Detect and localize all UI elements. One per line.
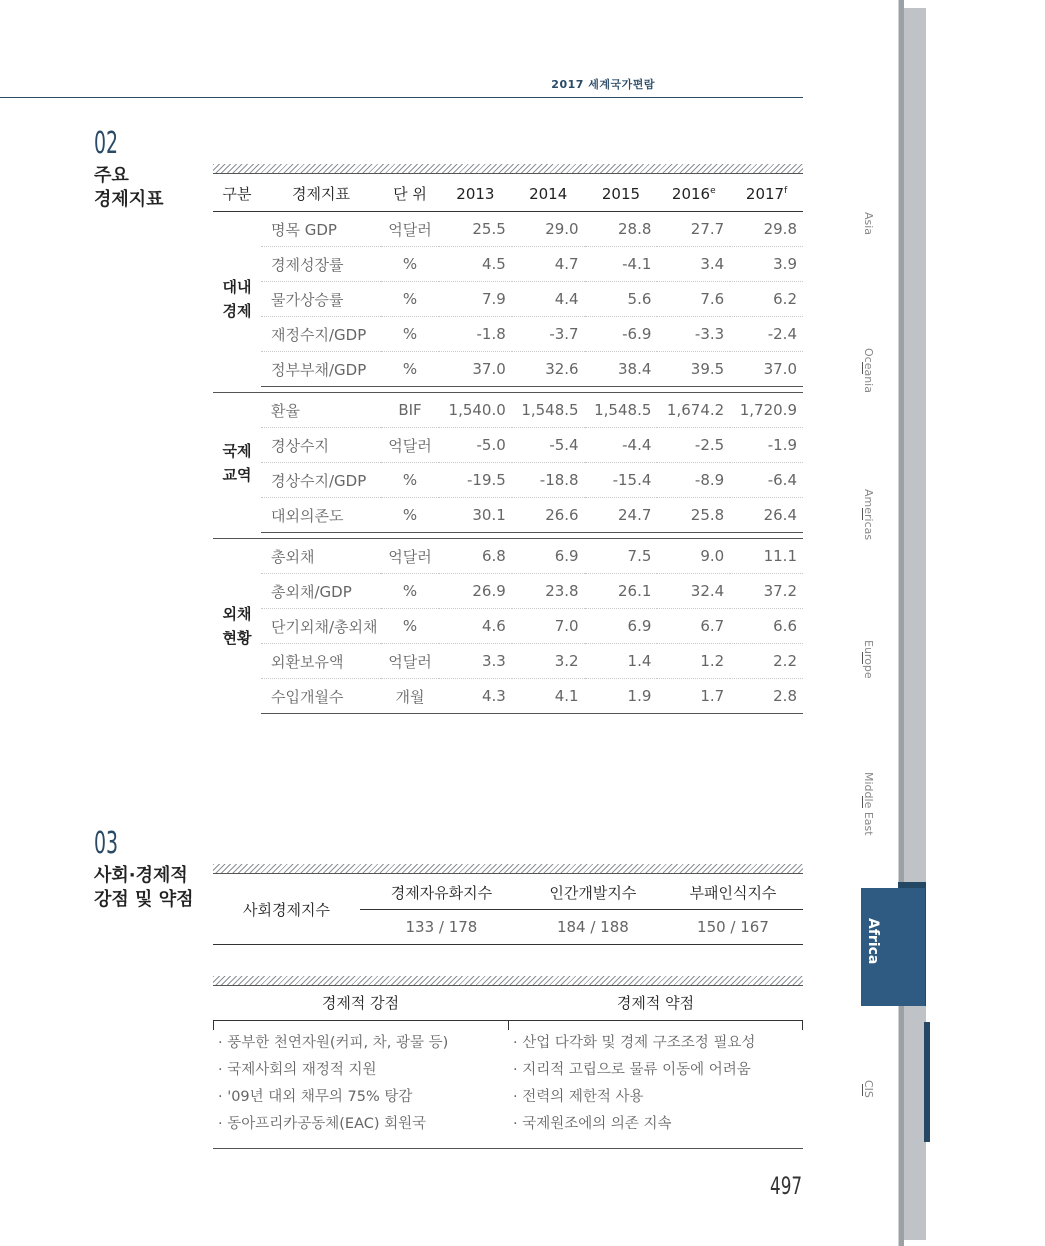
indicator-unit: % [381, 498, 439, 533]
table-hatch-rule [213, 976, 803, 986]
indicator-value: 37.0 [730, 352, 803, 387]
weaknesses-list [513, 1030, 755, 1138]
indicator-value: 23.8 [512, 574, 585, 609]
indicator-value: 25.8 [657, 498, 730, 533]
indicator-value: 26.4 [730, 498, 803, 533]
list-item: · 전력의 제한적 사용 [513, 1089, 644, 1105]
indicator-value: 6.9 [585, 609, 658, 644]
category-cell [213, 393, 261, 533]
indicator-name: 경제성장률 [261, 247, 381, 282]
strengths-list [218, 1030, 448, 1138]
indicator-value: 6.9 [512, 539, 585, 574]
indicator-value: 30.1 [439, 498, 512, 533]
column-header: 2015 [585, 176, 658, 212]
indicator-name: 환율 [261, 393, 381, 428]
indicator-value: -6.4 [730, 463, 803, 498]
indicator-unit: BIF [381, 393, 439, 428]
table-row [213, 875, 803, 910]
indicator-value: 28.8 [585, 212, 658, 247]
indicator-value: 26.6 [512, 498, 585, 533]
indicator-value: 39.5 [657, 352, 730, 387]
indicator-value: -6.9 [585, 317, 658, 352]
list-item: · 풍부한 천연자원(커피, 차, 광물 등) [218, 1035, 449, 1051]
indicator-value: 1,548.5 [585, 393, 658, 428]
indicator-value: 1,674.2 [657, 393, 730, 428]
indicator-value: 2.2 [730, 644, 803, 679]
indicator-value: 29.8 [730, 212, 803, 247]
indicator-unit: 억달러 [381, 644, 439, 679]
year-label: 2017 [745, 184, 785, 203]
section-title [94, 864, 193, 912]
category-label: 외채 [222, 605, 252, 624]
indicator-value: -3.7 [512, 317, 585, 352]
divider [213, 1148, 803, 1149]
indicator-value: 1.7 [657, 679, 730, 714]
column-header: 인간개발지수 [523, 875, 663, 910]
column-header: 2013 [439, 176, 512, 212]
table-row [213, 679, 803, 714]
category-label: 경제 [222, 302, 252, 321]
indicator-unit: 억달러 [381, 212, 439, 247]
indicator-value: -2.4 [730, 317, 803, 352]
indicator-value: 37.2 [730, 574, 803, 609]
indicator-value: 3.9 [730, 247, 803, 282]
list-item: · 국제사회의 재정적 지원 [218, 1062, 377, 1078]
indicator-value: 4.1 [512, 679, 585, 714]
indicator-value: -4.1 [585, 247, 658, 282]
table-row [213, 282, 803, 317]
indicator-unit: 개월 [381, 679, 439, 714]
page-number: 497 [770, 1172, 803, 1200]
category-label: 대내 [222, 278, 252, 297]
table-row [213, 609, 803, 644]
social-index-table [213, 875, 803, 945]
divider-tick [213, 1020, 214, 1030]
table-hatch-rule [213, 864, 803, 874]
indicator-value: 4.4 [512, 282, 585, 317]
indicator-name: 수입개월수 [261, 679, 381, 714]
indicator-name: 외환보유액 [261, 644, 381, 679]
list-item: · 국제원조에의 의존 지속 [513, 1116, 672, 1132]
indicator-value: 1,540.0 [439, 393, 512, 428]
table-cell: 150 / 167 [663, 910, 803, 945]
indicator-value: 29.0 [512, 212, 585, 247]
column-header: 경제자유화지수 [360, 875, 523, 910]
indicator-value: 4.7 [512, 247, 585, 282]
section-title-line: 강점 및 약점 [94, 889, 194, 910]
indicator-value: 24.7 [585, 498, 658, 533]
indicator-value: 3.2 [512, 644, 585, 679]
indicator-name: 단기외채/총외채 [261, 609, 381, 644]
indicator-value: -1.8 [439, 317, 512, 352]
indicator-name: 물가상승률 [261, 282, 381, 317]
section-title-line: 사회·경제적 [94, 865, 188, 886]
header-rule [0, 97, 803, 98]
indicator-unit: % [381, 574, 439, 609]
indicator-value: 37.0 [439, 352, 512, 387]
table-row [213, 498, 803, 533]
indicator-value: 3.4 [657, 247, 730, 282]
indicator-value: -18.8 [512, 463, 585, 498]
indicator-value: 11.1 [730, 539, 803, 574]
column-header: 단 위 [381, 176, 439, 212]
strengths-weaknesses-header [213, 988, 803, 1018]
indicator-value: 1.4 [585, 644, 658, 679]
indicator-unit: % [381, 317, 439, 352]
table-row [213, 317, 803, 352]
table-cell: 133 / 178 [360, 910, 523, 945]
forecast-mark: f [784, 185, 788, 196]
indicator-value: 4.3 [439, 679, 512, 714]
indicator-name: 재정수지/GDP [261, 317, 381, 352]
indicator-name: 대외의존도 [261, 498, 381, 533]
divider-tick [508, 1020, 509, 1030]
economic-indicators-table [213, 176, 803, 714]
indicator-unit: % [381, 247, 439, 282]
table-row [213, 428, 803, 463]
divider-tick [802, 1020, 803, 1030]
indicator-name: 총외채/GDP [261, 574, 381, 609]
indicator-value: 6.7 [657, 609, 730, 644]
column-header: 경제지표 [261, 176, 381, 212]
indicator-value: 9.0 [657, 539, 730, 574]
indicator-value: 38.4 [585, 352, 658, 387]
table-row [213, 247, 803, 282]
indicator-unit: 억달러 [381, 539, 439, 574]
indicator-name: 총외채 [261, 539, 381, 574]
indicator-value: -19.5 [439, 463, 512, 498]
table-row [213, 212, 803, 247]
indicator-value: -5.4 [512, 428, 585, 463]
indicator-value: 27.7 [657, 212, 730, 247]
indicator-value: 25.5 [439, 212, 512, 247]
tab-oceania[interactable]: Oceania [862, 348, 875, 393]
list-item: · '09년 대외 채무의 75% 탕감 [218, 1089, 413, 1105]
tab-europe[interactable]: Europe [862, 640, 875, 679]
indicator-value: -3.3 [657, 317, 730, 352]
indicator-unit: % [381, 609, 439, 644]
running-header: 2017 세계국가편람 [551, 78, 655, 91]
indicator-name: 명목 GDP [261, 212, 381, 247]
indicator-value: 3.3 [439, 644, 512, 679]
indicator-value: 6.2 [730, 282, 803, 317]
indicator-value: -8.9 [657, 463, 730, 498]
tab-africa[interactable] [861, 888, 925, 1006]
indicator-unit: % [381, 463, 439, 498]
year-label: 2016 [671, 184, 711, 203]
indicator-value: 1.9 [585, 679, 658, 714]
indicator-value: -4.4 [585, 428, 658, 463]
indicator-value: -15.4 [585, 463, 658, 498]
tab-asia[interactable]: Asia [862, 212, 875, 236]
tab-americas[interactable]: Americas [862, 489, 875, 541]
list-item: · 동아프리카공동체(EAC) 회원국 [218, 1116, 427, 1132]
table-cell: 184 / 188 [523, 910, 663, 945]
indicator-name: 경상수지 [261, 428, 381, 463]
indicator-value: 4.6 [439, 609, 512, 644]
indicator-value: 6.8 [439, 539, 512, 574]
indicator-value: 7.9 [439, 282, 512, 317]
indicator-value: 6.6 [730, 609, 803, 644]
section-title-line: 경제지표 [94, 189, 164, 210]
indicator-value: 1,720.9 [730, 393, 803, 428]
indicator-value: 7.0 [512, 609, 585, 644]
tab-middle-east[interactable]: Middle East [862, 772, 875, 836]
indicator-value: 32.6 [512, 352, 585, 387]
indicator-value: 26.9 [439, 574, 512, 609]
section-title [94, 164, 164, 212]
category-cell [213, 539, 261, 714]
estimate-mark: e [710, 185, 716, 196]
table-row [213, 574, 803, 609]
table-row [213, 352, 803, 387]
table-row [213, 644, 803, 679]
indicator-value: -1.9 [730, 428, 803, 463]
indicator-value: -5.0 [439, 428, 512, 463]
column-header [730, 176, 803, 212]
indicator-value: 2.8 [730, 679, 803, 714]
list-item: · 산업 다각화 및 경제 구조조정 필요성 [513, 1035, 756, 1051]
column-header: 부패인식지수 [663, 875, 803, 910]
table-body [213, 212, 803, 714]
indicator-value: 26.1 [585, 574, 658, 609]
indicator-value: 4.5 [439, 247, 512, 282]
tab-cis[interactable]: CIS [862, 1080, 875, 1098]
indicator-name: 경상수지/GDP [261, 463, 381, 498]
indicator-unit: % [381, 352, 439, 387]
book-spine-edge [898, 0, 904, 1246]
indicator-value: 7.6 [657, 282, 730, 317]
category-label: 교역 [222, 465, 252, 484]
column-header [657, 176, 730, 212]
table-row [213, 539, 803, 574]
indicator-value: 1,548.5 [512, 393, 585, 428]
section-number: 02 [94, 126, 119, 161]
table-hatch-rule [213, 164, 803, 174]
column-header: 구분 [213, 176, 261, 212]
row-header: 사회경제지수 [213, 875, 360, 945]
section-number: 03 [94, 826, 119, 861]
indicator-value: 7.5 [585, 539, 658, 574]
column-header: 2014 [512, 176, 585, 212]
indicator-name: 정부부채/GDP [261, 352, 381, 387]
indicator-unit: 억달러 [381, 428, 439, 463]
indicator-value: 5.6 [585, 282, 658, 317]
section-title-line: 주요 [94, 165, 129, 186]
strengths-heading: 경제적 강점 [321, 994, 400, 1012]
category-cell [213, 212, 261, 387]
table-header-row [213, 176, 803, 212]
indicator-unit: % [381, 282, 439, 317]
category-label: 현황 [222, 629, 252, 648]
indicator-value: 32.4 [657, 574, 730, 609]
category-label: 국제 [222, 441, 252, 460]
table-row [213, 463, 803, 498]
weaknesses-heading: 경제적 약점 [616, 994, 695, 1012]
list-item: · 지리적 고립으로 물류 이동에 어려움 [513, 1062, 751, 1078]
book-spine-mark [924, 1022, 930, 1142]
table-row [213, 393, 803, 428]
tab-label: Africa [865, 918, 881, 965]
indicator-value: -2.5 [657, 428, 730, 463]
indicator-value: 1.2 [657, 644, 730, 679]
